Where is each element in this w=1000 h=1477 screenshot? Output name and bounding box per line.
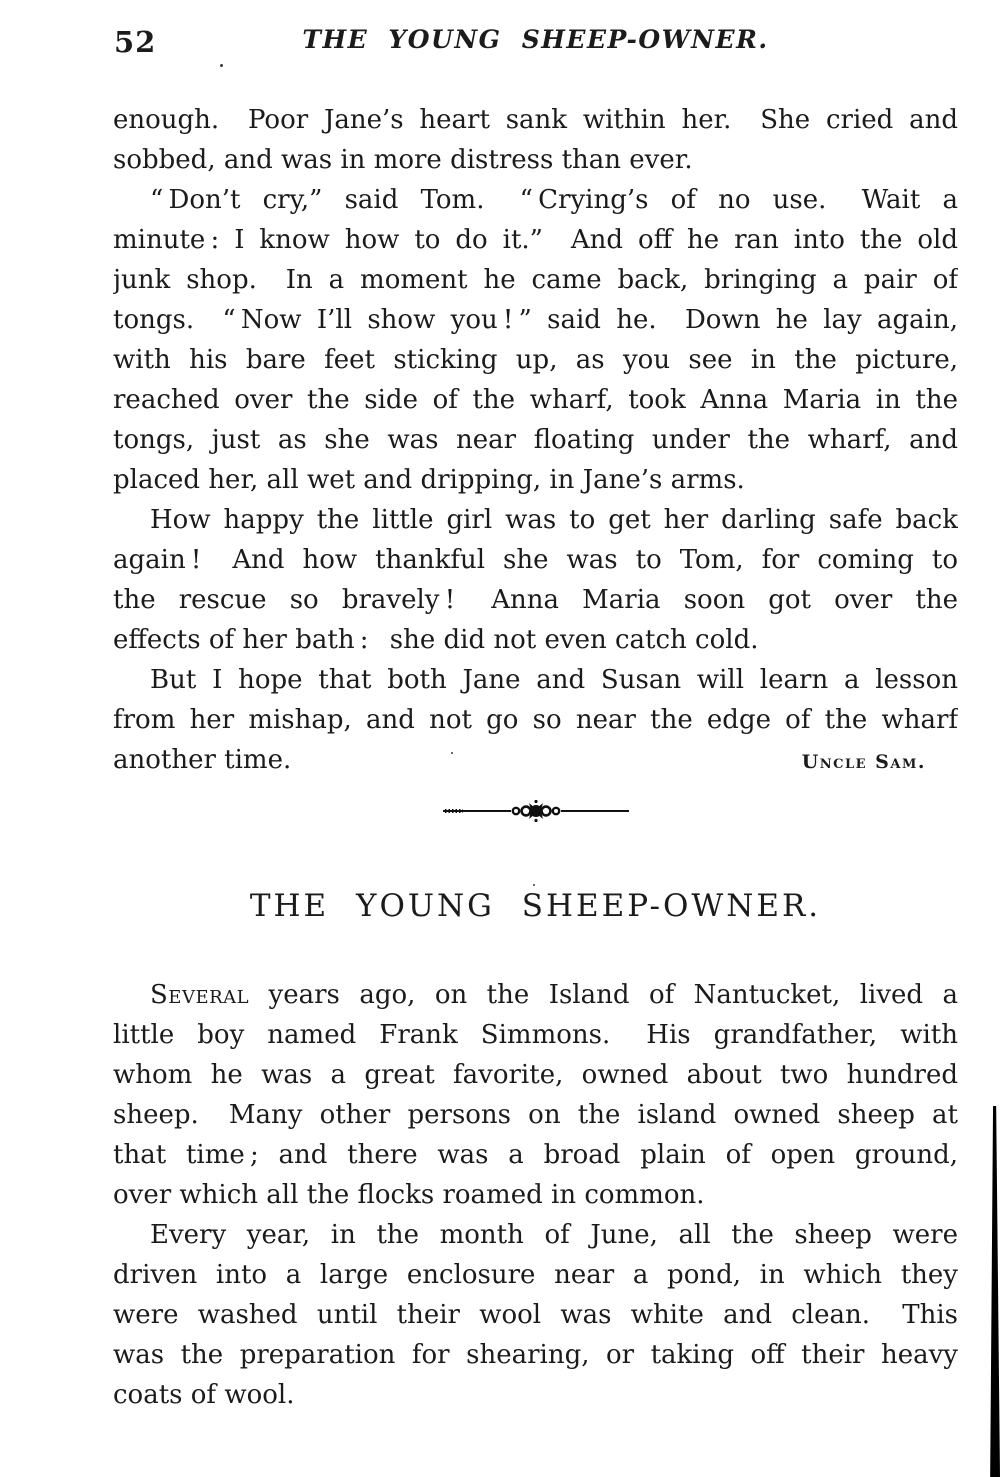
scan-speck (220, 64, 223, 67)
text-line: sobbed, and was in more distress than ever. (113, 145, 693, 175)
text-line: How happy the little girl was to get her darling safe back (150, 505, 958, 535)
text-line: tongs. “ Now I’ll show you ! ” said he. Down he lay again, (113, 305, 958, 335)
author-signature: Uncle Sam. (801, 751, 926, 773)
story-end-text (113, 100, 958, 780)
text-line: junk shop. In a moment he came back, bringing a pair of (113, 265, 958, 295)
text-line: were washed until their wool was white and clean. This (113, 1300, 958, 1330)
text-line: “ Don’t cry,” said Tom. “ Crying’s of no use. Wait a (150, 185, 958, 215)
text-line: that time ; and there was a broad plain of open ground, (113, 1140, 958, 1170)
text-line: tongs, just as she was near floating under the wharf, and (113, 425, 958, 455)
page-number: 52 (114, 25, 157, 59)
text-line (113, 740, 958, 780)
text-line: placed her, all wet and dripping, in Jane’s arms. (113, 465, 745, 495)
text-line: effects of her bath : she did not even catch cold. (113, 625, 759, 655)
running-title: THE YOUNG SHEEP-OWNER. (302, 25, 769, 54)
text-line: reached over the side of the wharf, took Anna Maria in the (113, 385, 958, 415)
scan-speck (533, 884, 535, 886)
story-text (113, 975, 958, 1415)
lead-word: Several (150, 980, 250, 1010)
text-line (113, 975, 958, 1015)
text-line: again ! And how thankful she was to Tom, for coming to (113, 545, 958, 575)
text-line: sheep. Many other persons on the island owned sheep at (113, 1100, 958, 1130)
line-rest: years ago, on the Island of Nantucket, lived a (249, 980, 958, 1010)
text-line: with his bare feet sticking up, as you see in the picture, (113, 345, 958, 375)
text-line: from her mishap, and not go so near the edge of the wharf (113, 705, 958, 735)
text-line: But I hope that both Jane and Susan will learn a lesson (150, 665, 958, 695)
section-title: THE YOUNG SHEEP-OWNER. (249, 888, 822, 924)
divider-ornament-icon (441, 798, 631, 824)
scan-speck (451, 752, 453, 754)
paragraph-final-words: another time. (113, 745, 292, 775)
text-line: little boy named Frank Simmons. His grandfather, with (113, 1020, 958, 1050)
text-line: was the preparation for shearing, or taking off their heavy (113, 1340, 958, 1370)
text-line: coats of wool. (113, 1380, 295, 1410)
text-line: the rescue so bravely ! Anna Maria soon got over the (113, 585, 958, 615)
page-header (113, 22, 958, 62)
text-line: minute : I know how to do it.” And off he ran into the old (113, 225, 958, 255)
text-line: enough. Poor Jane’s heart sank within her. She cried and (113, 105, 958, 135)
section-divider (113, 798, 958, 828)
text-line: whom he was a great favorite, owned about two hundred (113, 1060, 958, 1090)
text-line: Every year, in the month of June, all the sheep were (150, 1220, 958, 1250)
text-line: driven into a large enclosure near a pond, in which they (113, 1260, 958, 1290)
scan-gutter-artifact (988, 1106, 1000, 1477)
text-line: over which all the flocks roamed in common. (113, 1180, 705, 1210)
